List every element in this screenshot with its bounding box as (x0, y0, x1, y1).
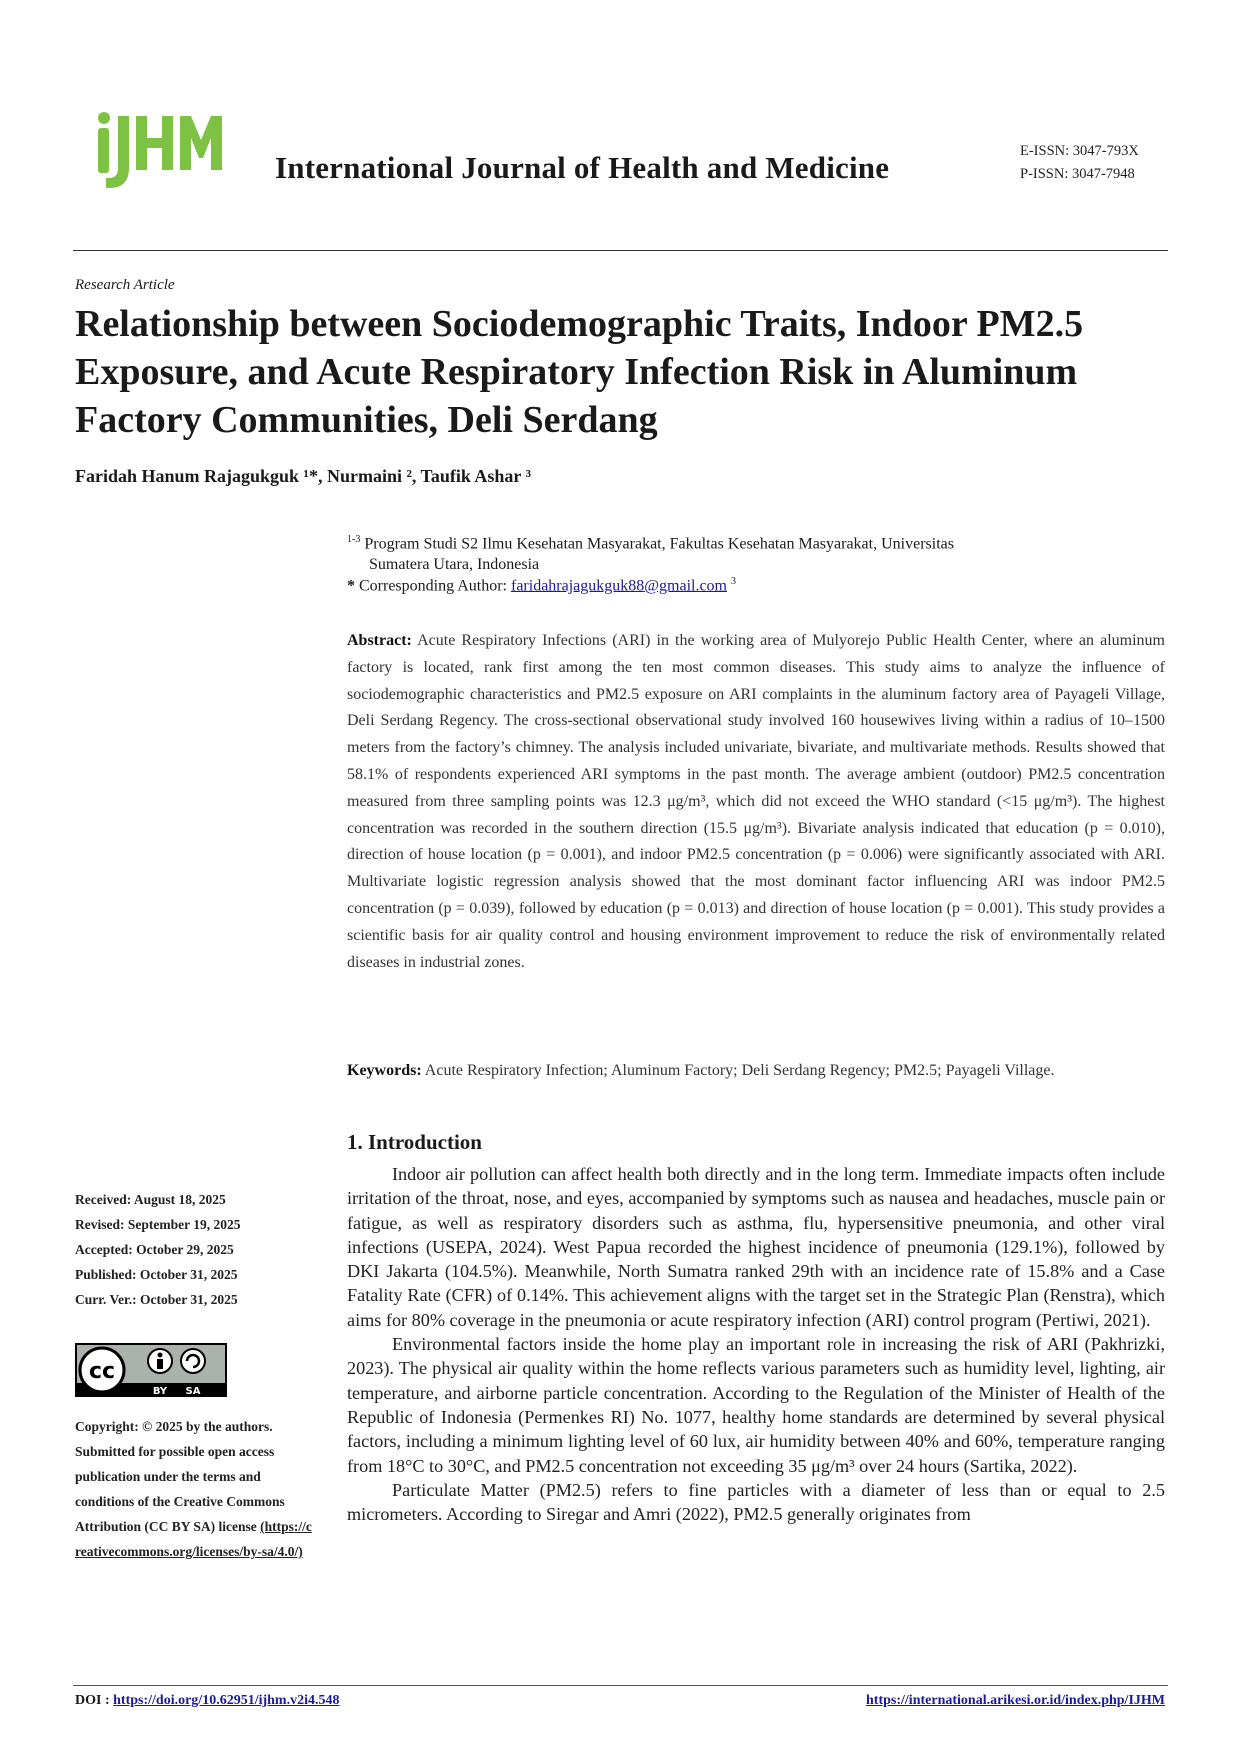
cc-sa-label: SA (185, 1386, 201, 1397)
cc-by-sa-license-icon[interactable] (75, 1343, 227, 1397)
journal-title: International Journal of Health and Medicine (275, 150, 890, 185)
svg-text:iJHM: iJHM (96, 110, 99, 111)
date-published: Published: October 31, 2025 (75, 1267, 238, 1282)
date-accepted: Accepted: October 29, 2025 (75, 1242, 234, 1257)
keywords (347, 1058, 1165, 1084)
corresponding-label: Corresponding Author: (359, 577, 507, 595)
corresponding-superscript: 3 (731, 576, 736, 587)
issn-block (1020, 140, 1139, 186)
cc-symbol: cc (88, 1359, 116, 1384)
keywords-text: Acute Respiratory Infection; Aluminum Factory; Deli Serdang Regency; PM2.5; Payageli Village. (424, 1062, 1055, 1079)
affiliation-line-1: Program Studi S2 Ilmu Kesehatan Masyarakat, Fakultas Kesehatan Masyarakat, Universitas (364, 535, 954, 553)
keywords-label: Keywords: (347, 1062, 422, 1079)
introduction-body (347, 1162, 1165, 1526)
corresponding-author (347, 576, 736, 595)
doi-label: DOI : (75, 1693, 110, 1708)
intro-paragraph: Environmental factors inside the home play an important role in increasing the risk of ARI (Pakhrizki, 2023). The physical air quality within the home reflects various parameters such as humidity level, lighting, air temperature, and airborne particle concentration. According to the Regulation of the Minister of Health of the Republic of Indonesia (Permenkes RI) No. 1077, healthy home standards are determined by several physical factors, including a minimum lighting level of 60 lux, air humidity between 40% and 60%, temperature ranging from 18°C to 30°C, and PM2.5 concentration not exceeding 35 μg/m³ over 24 hours (Sartika, 2022). (347, 1334, 1165, 1476)
affiliation (347, 529, 1165, 575)
date-current-version: Curr. Ver.: October 31, 2025 (75, 1292, 238, 1307)
eissn: E-ISSN: 3047-793X (1020, 143, 1139, 159)
intro-paragraph: Indoor air pollution can affect health both directly and in the long term. Immediate impacts often include irritation of the throat, nose, and eyes, accompanied by symptoms such as nausea and headaches, muscle pain or fatigue, as well as respiratory disorders such as asthma, flu, hypersensitive pneumonia, and other viral infections (USEPA, 2024). West Papua recorded the highest incidence of pneumonia (129.1%), followed by DKI Jakarta (104.5%). Meanwhile, North Sumatra ranked 29th with an incidence rate of 15.8% and a Case Fatality Rate (CFR) of 0.14%. This achievement aligns with the target set in the Strategic Plan (Renstra), which aims for 80% coverage in the pneumonia or acute respiratory infection (ARI) control program (Pertiwi, 2021). (347, 1164, 1165, 1330)
copyright-notice (75, 1414, 315, 1564)
abstract (347, 628, 1165, 976)
article-title: Relationship between Sociodemographic Traits, Indoor PM2.5 Exposure, and Acute Respiratory Infection Risk in Aluminum Factory Communities, Deli Serdang (75, 303, 1084, 441)
copyright-text: Copyright: © 2025 by the authors. Submitted for possible open access publication under the terms and conditions of the Creative Commons Attribution (CC BY SA) license (75, 1419, 285, 1534)
footer-journal-url (800, 1693, 1165, 1709)
section-heading-introduction: 1. Introduction (347, 1130, 482, 1154)
cc-by-label: BY (152, 1386, 168, 1397)
doi-link[interactable]: https://doi.org/10.62951/ijhm.v2i4.548 (113, 1693, 340, 1708)
author-list: Faridah Hanum Rajagukguk ¹*, Nurmaini ², Taufik Ashar ³ (75, 466, 531, 486)
affiliation-line-2: Sumatera Utara, Indonesia (369, 556, 540, 574)
header-divider (73, 250, 1168, 251)
pissn: P-ISSN: 3047-7948 (1020, 166, 1135, 182)
publication-dates (75, 1187, 240, 1312)
abstract-label: Abstract: (347, 632, 412, 649)
corresponding-star: * (347, 577, 355, 595)
date-received: Received: August 18, 2025 (75, 1192, 226, 1207)
affiliation-superscript: 1-3 (347, 534, 361, 545)
footer-doi (75, 1693, 339, 1709)
journal-logo (96, 110, 226, 190)
license-link[interactable]: (https://creativecommons.org/licenses/by-sa/4.0/) (75, 1519, 312, 1559)
journal-url-link[interactable]: https://international.arikesi.or.id/index.php/IJHM (866, 1693, 1165, 1708)
corresponding-email-link[interactable]: faridahrajagukguk88@gmail.com (511, 577, 727, 595)
abstract-text: Acute Respiratory Infections (ARI) in the working area of Mulyorejo Public Health Center, where an aluminum factory is located, rank first among the ten most common diseases. This study aims to analyze the influence of sociodemographic characteristics and PM2.5 exposure on ARI complaints in the aluminum factory area of Payageli Village, Deli Serdang Regency. The cross-sectional observational study involved 160 housewives living within a radius of 10–1500 meters from the factory’s chimney. The analysis included univariate, bivariate, and multivariate methods. Results showed that 58.1% of respondents experienced ARI symptoms in the past month. The average ambient (outdoor) PM2.5 concentration measured from three sampling points was 12.3 μg/m³, which did not exceed the WHO standard (<15 μg/m³). The highest concentration was recorded in the southern direction (15.5 μg/m³). Bivariate analysis indicated that education (p = 0.010), direction of house location (p = 0.001), and indoor PM2.5 concentration (p = 0.006) were significantly associated with ARI. Multivariate logistic regression analysis showed that the most dominant factor influencing ARI was indoor PM2.5 concentration (p = 0.039), followed by education (p = 0.013) and direction of house location (p = 0.001). This study provides a scientific basis for air quality control and housing environment improvement to reduce the risk of environmentally related diseases in industrial zones. (347, 632, 1165, 971)
article-type: Research Article (75, 277, 175, 293)
intro-paragraph: Particulate Matter (PM2.5) refers to fine particles with a diameter of less than or equal to 2.5 micrometers. According to Siregar and Amri (2022), PM2.5 generally originates from (347, 1479, 1165, 1525)
footer-divider (73, 1685, 1168, 1686)
date-revised: Revised: September 19, 2025 (75, 1217, 241, 1232)
